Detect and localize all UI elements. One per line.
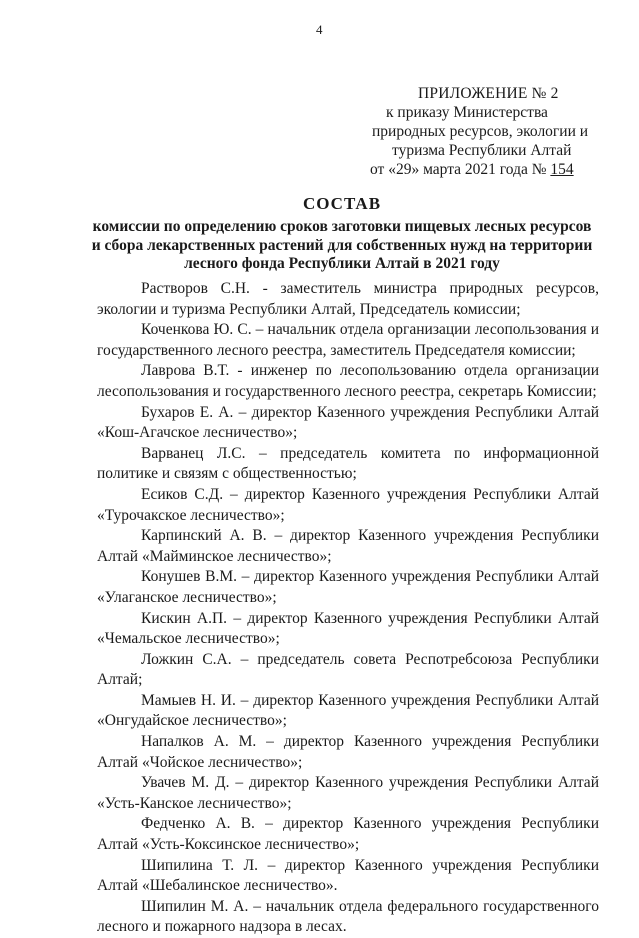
member-entry: Варванец Л.С. – председатель комитета по информационной политике и связям с общественностью; bbox=[97, 444, 599, 483]
appendix-order-number: 154 bbox=[550, 161, 574, 178]
appendix-line-1: к приказу Министерства bbox=[386, 104, 548, 121]
member-entry: Лаврова В.Т. - инженер по лесопользованию отдела организации лесопользования и государственного лесного реестра, секретарь Комиссии; bbox=[97, 362, 599, 400]
page-number: 4 bbox=[316, 22, 323, 37]
member-entry: Шипилина Т. Л. – директор Казенного учреждения Республики Алтай «Шебалинское лесничество». bbox=[97, 856, 599, 895]
appendix-line-2: природных ресурсов, экологии и bbox=[372, 123, 589, 140]
heading-subtitle-line-3: лесного фонда Республики Алтай в 2021 году bbox=[184, 255, 500, 272]
member-entry: Коченкова Ю. С. – начальник отдела организации лесопользования и государственного лесного реестра, заместитель Председателя комиссии; bbox=[97, 321, 599, 359]
heading-subtitle-line-2: и сбора лекарственных растений для собственных нужд на территории bbox=[91, 236, 593, 254]
member-entry: Ложкин С.А. – председатель совета Респотребсоюза Республики Алтай; bbox=[97, 650, 599, 689]
appendix-line-3: туризма Республики Алтай bbox=[392, 142, 572, 159]
member-entry: Конушев В.М. – директор Казенного учреждения Республики Алтай «Улаганское лесничество»; bbox=[97, 568, 599, 606]
document-heading bbox=[72, 194, 612, 274]
member-entry: Есиков С.Д. – директор Казенного учреждения Республики Алтай «Турочакское лесничество»; bbox=[97, 485, 599, 524]
member-entry: Шипилин М. А. – начальник отдела федерального государственного лесного и пожарного надзора в лесах. bbox=[97, 897, 599, 936]
member-entry: Федченко А. В. – директор Казенного учреждения Республики Алтай «Усть-Коксинское лесничество»; bbox=[97, 815, 599, 854]
appendix-order-line bbox=[356, 160, 626, 179]
member-entry: Увачев М. Д. – директор Казенного учреждения Республики Алтай «Усть-Канское лесничество»; bbox=[97, 774, 599, 812]
member-entry: Мамыев Н. И. – директор Казенного учреждения Республики Алтай «Онгудайское лесничество»; bbox=[97, 691, 599, 730]
members-list bbox=[97, 279, 599, 938]
member-entry: Напалков А. М. – директор Казенного учреждения Республики Алтай «Чойское лесничество»; bbox=[97, 733, 599, 771]
member-entry: Бухаров Е. А. – директор Казенного учреждения Республики Алтай «Кош-Агачское лесничество»; bbox=[97, 403, 599, 442]
appendix-header bbox=[356, 84, 626, 179]
member-entry: Карпинский А. В. – директор Казенного учреждения Республики Алтай «Майминское лесничество»; bbox=[97, 527, 599, 565]
member-entry: Кискин А.П. – директор Казенного учреждения Республики Алтай «Чемальское лесничество»; bbox=[97, 609, 599, 648]
member-entry: Растворов С.Н. - заместитель министра природных ресурсов, экологии и туризма Республики Алтай, Председатель комиссии; bbox=[97, 280, 599, 318]
appendix-order-date: от «29» марта 2021 года № bbox=[370, 161, 551, 178]
heading-title: СОСТАВ bbox=[302, 194, 382, 213]
heading-subtitle-line-1: комиссии по определению сроков заготовки пищевых лесных ресурсов bbox=[92, 218, 592, 235]
appendix-title: ПРИЛОЖЕНИЕ № 2 bbox=[418, 85, 559, 102]
